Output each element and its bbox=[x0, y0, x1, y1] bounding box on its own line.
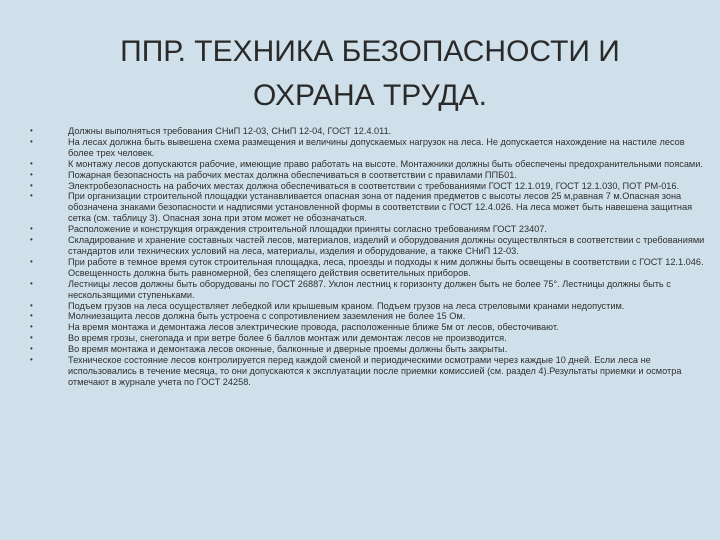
bullet-icon: • bbox=[30, 355, 33, 365]
bullet-icon: • bbox=[30, 235, 33, 245]
list-item bbox=[30, 355, 706, 388]
title-line-1: ППР. ТЕХНИКА БЕЗОПАСНОСТИ И bbox=[120, 35, 620, 68]
list-item-text: Подъем грузов на леса осуществляет лебедкой или крышевым краном. Подъем грузов на леса стреловыми кранами недопустим. bbox=[68, 300, 625, 311]
list-item bbox=[30, 170, 706, 181]
list-item-text: Должны выполняться требования СНиП 12-03, СНиП 12-04, ГОСТ 12.4.011. bbox=[68, 126, 392, 136]
list-item bbox=[30, 301, 706, 312]
list-item-text: На лесах должна быть вывешена схема размещения и величины допускаемых нагрузок на леса. Не допускается нахождение на настиле лесов более трех человек. bbox=[68, 136, 685, 158]
bullet-icon: • bbox=[30, 180, 33, 190]
list-item bbox=[30, 181, 706, 192]
title-line-2: ОХРАНА ТРУДА. bbox=[252, 79, 488, 112]
list-item bbox=[30, 333, 706, 344]
list-item bbox=[30, 279, 706, 301]
slide-title bbox=[60, 30, 680, 118]
bullet-icon: • bbox=[30, 169, 33, 179]
bullet-icon: • bbox=[30, 191, 33, 201]
list-item-text: При организации строительной площадки устанавливается опасная зона от падения предметов с высоты лесов 25 м,равная 7 м.Опасная зона обозначена знаками безопасности и надписями установленной формы в соответствии с ГОСТ 12.4.026. На леса может быть навешена защитная сетка (см. таблицу 3). Опасная зона при этом может не обозначаться. bbox=[68, 191, 693, 224]
list-item bbox=[30, 137, 706, 159]
bullet-icon: • bbox=[30, 300, 33, 310]
list-item bbox=[30, 311, 706, 322]
list-item bbox=[30, 235, 706, 257]
list-item-text: При работе в темное время суток строительная площадка, леса, проезды и подходы к ним должны быть освещены в соответствии с ГОСТ 12.1.046. Освещенность должна быть равномерной, без слепящего действия осветительных приборов. bbox=[68, 256, 704, 278]
list-item-text: Во время монтажа и демонтажа лесов оконные, балконные и дверные проемы должны быть закрыты. bbox=[68, 344, 508, 355]
list-item-text: Электробезопасность на рабочих местах должна обеспечиваться в соответствии с требованиями ГОСТ 12.1.019, ГОСТ 12.1.030, ПОТ РМ-016. bbox=[68, 180, 680, 191]
bullet-icon: • bbox=[30, 322, 33, 332]
list-item-text: На время монтажа и демонтажа лесов электрические провода, расположенные ближе 5м от лесов, обесточивают. bbox=[68, 322, 559, 333]
bullet-icon: • bbox=[30, 158, 33, 168]
list-item bbox=[30, 257, 706, 279]
bullet-icon: • bbox=[30, 333, 33, 343]
bullet-icon: • bbox=[30, 278, 33, 288]
list-item-text: Пожарная безопасность на рабочих местах должна обеспечиваться в соответствии с правилами ППБ01. bbox=[68, 169, 517, 180]
bullet-icon: • bbox=[30, 224, 33, 234]
bullet-icon: • bbox=[30, 344, 33, 354]
bullet-icon: • bbox=[30, 126, 33, 135]
list-item bbox=[30, 224, 706, 235]
list-item bbox=[30, 126, 706, 137]
list-item-text: Во время грозы, снегопада и при ветре более 6 баллов монтаж или демонтаж лесов не производится. bbox=[68, 333, 507, 344]
list-item-text: Лестницы лесов должны быть оборудованы по ГОСТ 26887. Уклон лестниц к горизонту должен быть не более 75°. Лестницы должны быть с нескользящими ступеньками. bbox=[68, 278, 671, 300]
list-item bbox=[30, 322, 706, 333]
list-item-text: Расположение и конструкция ограждения строительной площадки приняты согласно требованиям ГОСТ 23407. bbox=[68, 224, 547, 235]
list-item-text: Складирование и хранение составных частей лесов, материалов, изделий и оборудования должны осуществляться в соответствии с требованиями стандартов или технических условий на леса, материалы, изделия и оборудование, а также СНиП 12-03. bbox=[68, 235, 705, 256]
bullet-icon: • bbox=[30, 256, 33, 266]
list-item bbox=[30, 159, 706, 170]
list-item-text: Молниезащита лесов должна быть устроена с сопротивлением заземления не более 15 Ом. bbox=[68, 311, 466, 322]
list-item-text: Техническое состояние лесов контролируется перед каждой сменой и периодическими осмотрами через каждые 10 дней. Если леса не использовались в течение месяца, то они допускаются к эксплуатации после приемки комиссией (см. раздел 4).Результаты приемки и осмотра отмечают в журнале учета по ГОСТ 24258. bbox=[68, 355, 682, 387]
list-item bbox=[30, 344, 706, 355]
bullet-icon: • bbox=[30, 311, 33, 321]
list-item-text: К монтажу лесов допускаются рабочие, имеющие право работать на высоте. Монтажники должны быть обеспечены предохранительными поясами. bbox=[68, 158, 703, 169]
bullet-list bbox=[30, 126, 706, 388]
list-item bbox=[30, 191, 706, 224]
bullet-icon: • bbox=[30, 136, 33, 146]
